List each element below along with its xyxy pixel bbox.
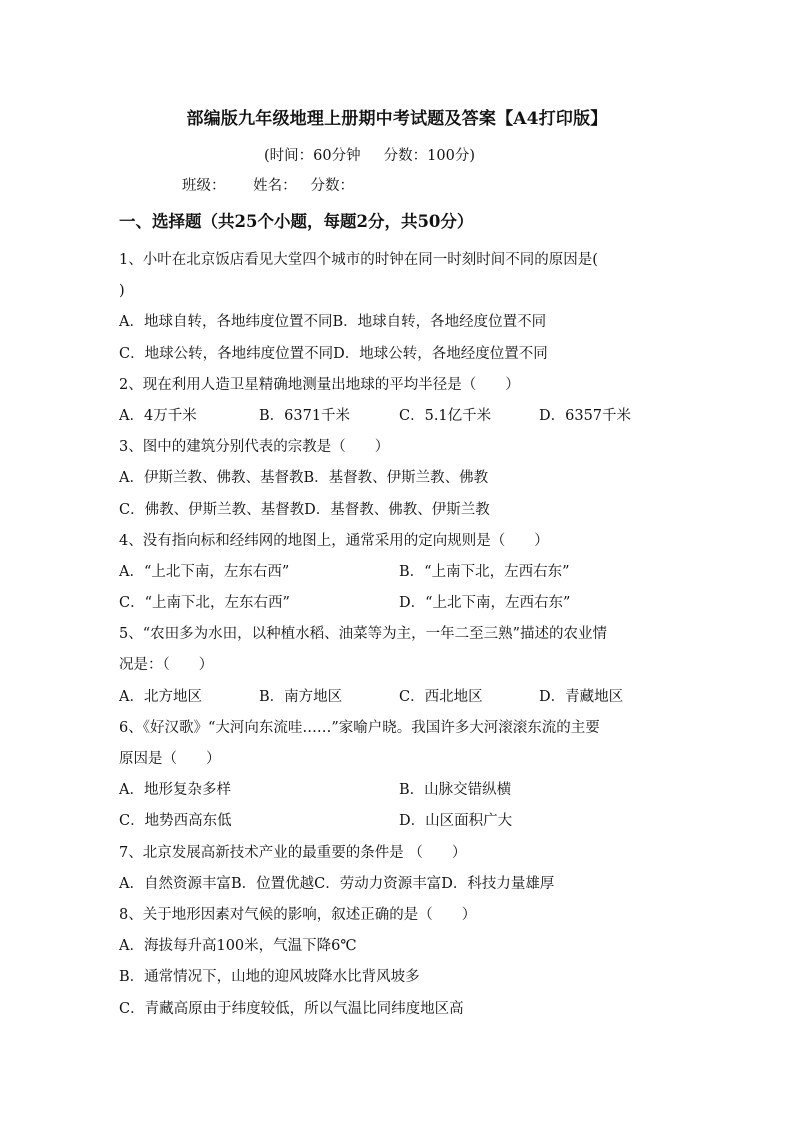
question-list (119, 245, 679, 1025)
question-2-options (119, 401, 679, 432)
section-heading: 一、选择题（共25个小题，每题2分，共50分） (119, 212, 474, 231)
question-1-stem: 1、小叶在北京饭店看见大堂四个城市的时钟在同一时刻时间不同的原因是( (119, 252, 598, 268)
question-1-options-ab: A．地球自转，各地纬度位置不同B．地球自转，各地经度位置不同 (119, 314, 547, 331)
student-info-line: 班级： 姓名： 分数： (182, 178, 354, 194)
question-5-stem-cont: 况是：（ ） (119, 657, 214, 674)
question-3-options-cd: C．佛教、伊斯兰教、基督教D．基督教、佛教、伊斯兰教 (119, 501, 490, 518)
question-2-option-c: C．5.1亿千米 (399, 407, 492, 424)
question-2-option-d: D．6357千米 (539, 407, 632, 424)
question-6-option-b: B．山脉交错纵横 (399, 782, 512, 799)
question-7-options: A．自然资源丰富B．位置优越C．劳动力资源丰富D．科技力量雄厚 (119, 875, 555, 892)
question-8-option-c: C．青藏高原由于纬度较低，所以气温比同纬度地区高 (119, 1000, 464, 1017)
question-4-option-a: A．“上北下南，左东右西” (119, 563, 290, 580)
question-4-options-cd (119, 588, 679, 619)
question-6-stem: 6、《好汉歌》“大河向东流哇……”家喻户晓。我国许多大河滚滚东流的主要 (119, 719, 600, 736)
question-5-options (119, 682, 679, 713)
question-8-option-a: A．海拔每升高100米，气温下降6℃ (119, 938, 357, 955)
question-4-option-d: D．“上北下南，左西右东” (399, 595, 571, 612)
question-5-stem: 5、“农田多为水田，以种植水稻、油菜等为主，一年二至三熟”描述的农业情 (119, 626, 608, 643)
question-5-option-b: B．南方地区 (259, 688, 343, 705)
question-4-option-c: C．“上南下北，左东右西” (119, 595, 290, 612)
question-2-option-a: A．4万千米 (119, 407, 197, 424)
question-6-option-a: A．地形复杂多样 (119, 782, 231, 799)
exam-time-score: (时间：60分钟 分数：100分) (264, 148, 475, 164)
question-4-options-ab (119, 557, 679, 588)
question-8-option-b: B．通常情况下，山地的迎风坡降水比背风坡多 (119, 969, 420, 986)
question-5-option-d: D．青藏地区 (539, 688, 624, 705)
question-4-stem: 4、没有指向标和经纬网的地图上，通常采用的定向规则是（ ） (119, 532, 549, 549)
question-4-option-b: B．“上南下北，左西右东” (399, 563, 570, 580)
page-title: 部编版九年级地理上册期中考试题及答案【A4打印版】 (186, 109, 608, 129)
question-8-stem: 8、关于地形因素对气候的影响，叙述正确的是（ ） (119, 906, 477, 923)
question-6-option-d: D．山区面积广大 (399, 813, 513, 830)
question-5-option-a: A．北方地区 (119, 688, 202, 705)
question-2-stem: 2、现在利用人造卫星精确地测量出地球的平均半径是（ ） (119, 376, 520, 393)
question-6-option-c: C．地势西高东低 (119, 813, 232, 830)
question-5-option-c: C．西北地区 (399, 688, 483, 705)
question-6-stem-cont: 原因是（ ） (119, 751, 221, 767)
question-3-options-ab: A．伊斯兰教、佛教、基督教B．基督教、伊斯兰教、佛教 (119, 470, 489, 487)
question-1-stem-cont: ) (119, 283, 125, 300)
question-1-options-cd: C．地球公转，各地纬度位置不同D．地球公转，各地经度位置不同 (119, 345, 548, 362)
question-6-options-ab (119, 775, 679, 806)
question-3-stem: 3、图中的建筑分别代表的宗教是（ ） (119, 439, 390, 456)
question-6-options-cd (119, 806, 679, 837)
question-2-option-b: B．6371千米 (259, 407, 351, 424)
question-7-stem: 7、北京发展高新技术产业的最重要的条件是 （ ） (119, 844, 467, 861)
